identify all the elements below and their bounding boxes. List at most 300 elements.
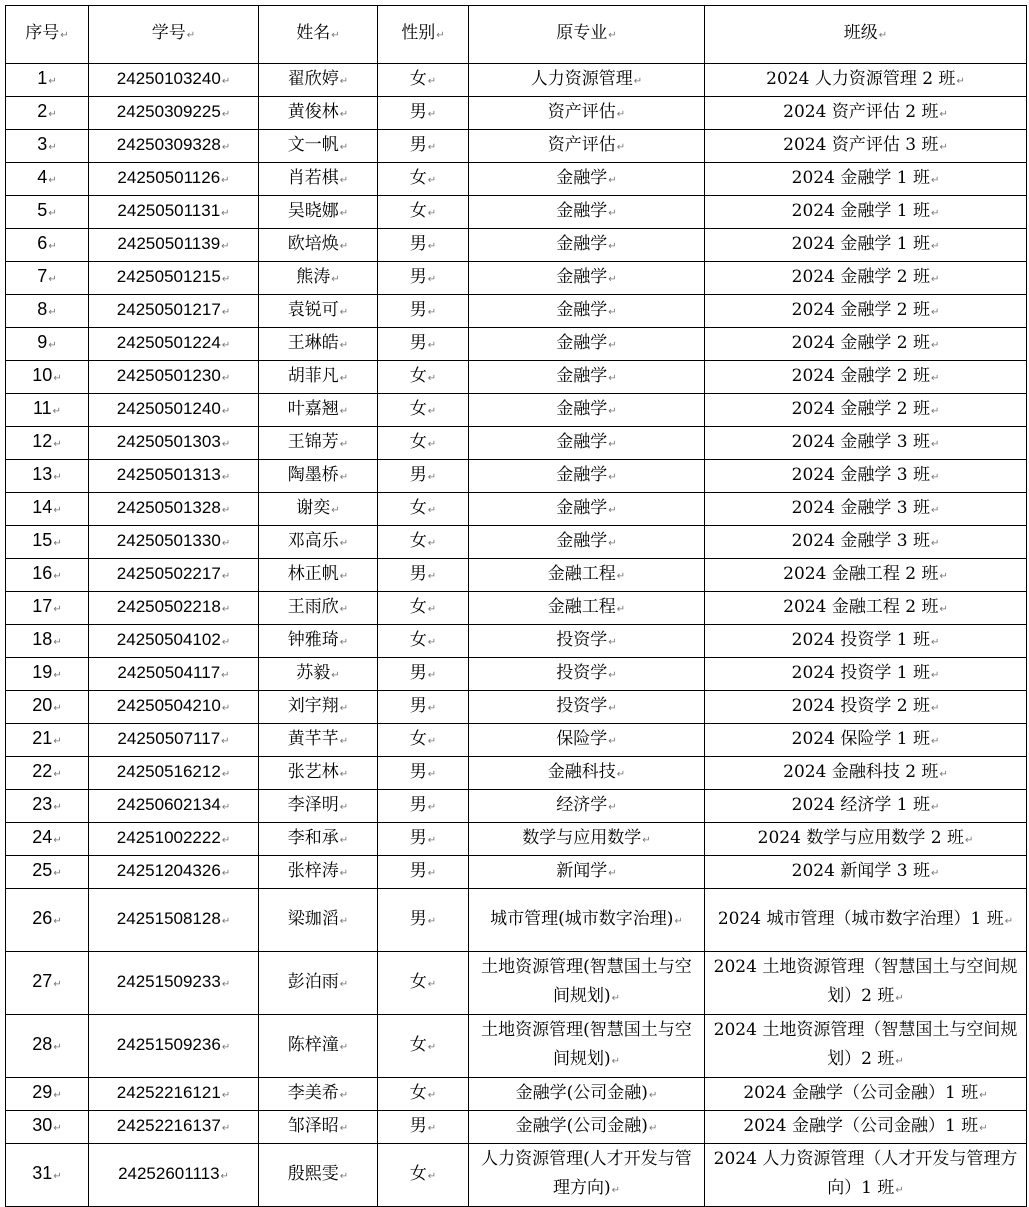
cell-index: [6, 394, 89, 427]
cell-gender-text: 男: [409, 662, 427, 683]
cell-student-id: [89, 757, 259, 790]
cell-index-text: 6: [37, 233, 48, 253]
cell-name: [259, 97, 378, 130]
cell-name: [259, 427, 378, 460]
cell-name-text: 欧培焕: [287, 233, 339, 254]
paragraph-mark-icon: ↵: [427, 405, 437, 417]
paragraph-mark-icon: ↵: [48, 175, 57, 186]
cell-gender-text: 女: [409, 398, 427, 419]
paragraph-mark-icon: ↵: [48, 274, 57, 285]
cell-gender: [378, 1078, 469, 1111]
paragraph-mark-icon: ↵: [608, 867, 617, 879]
cell-index-text: 9: [37, 332, 48, 352]
cell-student-id: [89, 592, 259, 625]
cell-gender-text: 男: [409, 794, 427, 815]
cell-gender: [378, 1111, 469, 1144]
cell-original-major: [469, 130, 705, 163]
paragraph-mark-icon: ↵: [930, 801, 940, 813]
cell-class: [705, 361, 1027, 394]
paragraph-mark-icon: ↵: [53, 373, 62, 384]
cell-name-text: 翟欣婷: [287, 68, 339, 89]
paragraph-mark-icon: ↵: [221, 472, 231, 483]
cell-gender-text: 男: [409, 1115, 427, 1136]
cell-name-text: 陶墨桥: [287, 464, 339, 485]
paragraph-mark-icon: ↵: [427, 570, 437, 582]
paragraph-mark-icon: ↵: [930, 504, 940, 516]
cell-gender: [378, 658, 469, 691]
paragraph-mark-icon: ↵: [427, 702, 437, 714]
cell-original-major-text: 投资学: [556, 662, 608, 683]
cell-class-text: 2024 金融学 3 班: [791, 431, 930, 452]
cell-student-id-text: 24251204326: [116, 861, 221, 880]
cell-original-major: [469, 460, 705, 493]
cell-class-text: 2024 人力资源管理 2 班: [766, 68, 956, 89]
cell-student-id: [89, 823, 259, 856]
cell-name-text: 文一帆: [287, 134, 339, 155]
paragraph-mark-icon: ↵: [930, 174, 940, 186]
cell-name: [259, 658, 378, 691]
cell-class: [705, 559, 1027, 592]
paragraph-mark-icon: ↵: [53, 571, 62, 582]
cell-class: [705, 823, 1027, 856]
paragraph-mark-icon: ↵: [53, 472, 62, 483]
cell-original-major: [469, 691, 705, 724]
cell-class-text: 2024 保险学 1 班: [791, 728, 930, 749]
paragraph-mark-icon: ↵: [930, 867, 940, 879]
cell-name-text: 肖若棋: [287, 167, 339, 188]
cell-index: [6, 493, 89, 526]
cell-class-text: 2024 土地资源管理（智慧国土与空间规划）2 班: [713, 957, 1018, 1006]
paragraph-mark-icon: ↵: [608, 504, 617, 516]
cell-class-text: 2024 金融学 3 班: [791, 497, 930, 518]
cell-gender: [378, 856, 469, 889]
paragraph-mark-icon: ↵: [427, 915, 437, 927]
cell-name: [259, 889, 378, 952]
paragraph-mark-icon: ↵: [616, 570, 626, 582]
cell-student-id-text: 24250501224: [116, 333, 221, 352]
cell-original-major: [469, 823, 705, 856]
cell-gender: [378, 130, 469, 163]
cell-student-id-text: 24250502217: [116, 564, 221, 583]
cell-student-id: [89, 1111, 259, 1144]
paragraph-mark-icon: ↵: [53, 703, 62, 714]
paragraph-mark-icon: ↵: [608, 735, 617, 747]
cell-gender-text: 女: [409, 497, 427, 518]
paragraph-mark-icon: ↵: [339, 405, 349, 417]
paragraph-mark-icon: ↵: [339, 1170, 349, 1182]
cell-original-major-text: 人力资源管理(人才开发与管理方向): [481, 1149, 692, 1198]
cell-class-text: 2024 金融学 1 班: [791, 200, 930, 221]
cell-student-id-text: 24250501215: [116, 267, 221, 286]
paragraph-mark-icon: ↵: [427, 768, 437, 780]
cell-gender: [378, 625, 469, 658]
cell-original-major: [469, 1078, 705, 1111]
cell-original-major-text: 金融学: [556, 200, 608, 221]
cell-original-major: [469, 1111, 705, 1144]
cell-gender: [378, 1015, 469, 1078]
cell-class: [705, 97, 1027, 130]
paragraph-mark-icon: ↵: [221, 736, 230, 747]
cell-class-text: 2024 投资学 1 班: [791, 662, 930, 683]
paragraph-mark-icon: ↵: [53, 538, 62, 549]
paragraph-mark-icon: ↵: [221, 769, 231, 780]
cell-student-id-text: 24250501240: [116, 399, 221, 418]
cell-original-major: [469, 658, 705, 691]
paragraph-mark-icon: ↵: [616, 108, 626, 120]
cell-gender-text: 男: [409, 827, 427, 848]
table-header-row: [6, 6, 1027, 64]
cell-class-text: 2024 金融学 2 班: [791, 332, 930, 353]
cell-name: [259, 295, 378, 328]
paragraph-mark-icon: ↵: [608, 372, 617, 384]
paragraph-mark-icon: ↵: [427, 669, 437, 681]
cell-gender-text: 男: [409, 134, 427, 155]
paragraph-mark-icon: ↵: [427, 174, 437, 186]
cell-gender-text: 女: [409, 365, 427, 386]
cell-class: [705, 196, 1027, 229]
cell-student-id: [89, 460, 259, 493]
paragraph-mark-icon: ↵: [956, 75, 965, 87]
cell-name: [259, 361, 378, 394]
paragraph-mark-icon: ↵: [53, 1042, 62, 1053]
paragraph-mark-icon: ↵: [53, 604, 62, 615]
cell-student-id-text: 24250502218: [116, 597, 221, 616]
cell-original-major-text: 金融学(公司金融): [515, 1082, 648, 1103]
paragraph-mark-icon: ↵: [53, 670, 62, 681]
document-page: [5, 5, 1026, 1207]
paragraph-mark-icon: ↵: [674, 915, 683, 927]
cell-original-major: [469, 262, 705, 295]
paragraph-mark-icon: ↵: [608, 207, 617, 219]
cell-class: [705, 691, 1027, 724]
cell-class: [705, 295, 1027, 328]
cell-gender-text: 女: [409, 68, 427, 89]
paragraph-mark-icon: ↵: [339, 801, 349, 813]
paragraph-mark-icon: ↵: [427, 438, 437, 450]
paragraph-mark-icon: ↵: [221, 538, 231, 549]
cell-index: [6, 889, 89, 952]
cell-gender: [378, 361, 469, 394]
cell-original-major: [469, 526, 705, 559]
cell-name: [259, 1144, 378, 1207]
paragraph-mark-icon: ↵: [930, 438, 940, 450]
cell-name: [259, 724, 378, 757]
paragraph-mark-icon: ↵: [608, 405, 617, 417]
cell-original-major-text: 人力资源管理: [530, 68, 633, 89]
paragraph-mark-icon: ↵: [221, 979, 231, 990]
cell-index: [6, 295, 89, 328]
cell-gender-text: 男: [409, 101, 427, 122]
paragraph-mark-icon: ↵: [221, 208, 230, 219]
cell-gender-text: 男: [409, 695, 427, 716]
cell-gender-text: 男: [409, 266, 427, 287]
cell-gender-text: 男: [409, 761, 427, 782]
table-row: [6, 1015, 1027, 1078]
cell-index-text: 25: [32, 860, 53, 880]
paragraph-mark-icon: ↵: [53, 835, 62, 846]
cell-student-id: [89, 97, 259, 130]
cell-gender-text: 女: [409, 200, 427, 221]
cell-gender-text: 男: [409, 563, 427, 584]
cell-student-id-text: 24250103240: [116, 69, 221, 88]
table-row: [6, 559, 1027, 592]
paragraph-mark-icon: ↵: [221, 241, 230, 252]
table-row: [6, 952, 1027, 1015]
cell-gender-text: 女: [409, 431, 427, 452]
cell-index: [6, 724, 89, 757]
table-row: [6, 1078, 1027, 1111]
paragraph-mark-icon: ↵: [339, 834, 349, 846]
table-row: [6, 625, 1027, 658]
header-original-major: 原专业↵: [469, 6, 705, 64]
cell-student-id-text: 24251509233: [116, 972, 221, 991]
cell-class-text: 2024 金融学 2 班: [791, 365, 930, 386]
cell-student-id: [89, 394, 259, 427]
cell-name: [259, 559, 378, 592]
cell-class-text: 2024 金融科技 2 班: [783, 761, 939, 782]
cell-class-text: 2024 金融学（公司金融）1 班: [743, 1115, 979, 1136]
student-list-table: [5, 5, 1027, 1207]
paragraph-mark-icon: ↵: [331, 273, 340, 285]
paragraph-mark-icon: ↵: [48, 241, 57, 252]
paragraph-mark-icon: ↵: [427, 504, 437, 516]
paragraph-mark-icon: ↵: [48, 340, 57, 351]
cell-original-major-text: 金融学: [556, 299, 608, 320]
cell-original-major-text: 投资学: [556, 695, 608, 716]
table-row: [6, 724, 1027, 757]
header-class: 班级↵: [705, 6, 1027, 64]
paragraph-mark-icon: ↵: [939, 570, 948, 582]
paragraph-mark-icon: ↵: [930, 669, 940, 681]
cell-original-major: [469, 952, 705, 1015]
paragraph-mark-icon: ↵: [339, 471, 349, 483]
table-row: [6, 592, 1027, 625]
cell-class: [705, 1144, 1027, 1207]
paragraph-mark-icon: ↵: [48, 307, 57, 318]
paragraph-mark-icon: ↵: [642, 834, 651, 846]
paragraph-mark-icon: ↵: [895, 1185, 904, 1196]
cell-class: [705, 130, 1027, 163]
cell-original-major-text: 金融学: [556, 497, 608, 518]
paragraph-mark-icon: ↵: [427, 603, 437, 615]
cell-student-id: [89, 1078, 259, 1111]
cell-gender: [378, 97, 469, 130]
cell-class-text: 2024 城市管理（城市数字治理）1 班: [717, 908, 1004, 929]
cell-index-text: 14: [32, 497, 53, 517]
cell-class: [705, 790, 1027, 823]
cell-gender: [378, 952, 469, 1015]
paragraph-mark-icon: ↵: [221, 340, 231, 351]
cell-gender: [378, 724, 469, 757]
cell-original-major-text: 金融学: [556, 398, 608, 419]
cell-gender: [378, 262, 469, 295]
cell-name-text: 李泽明: [287, 794, 339, 815]
paragraph-mark-icon: ↵: [339, 240, 349, 252]
paragraph-mark-icon: ↵: [221, 571, 231, 582]
cell-student-id: [89, 625, 259, 658]
table-row: [6, 262, 1027, 295]
paragraph-mark-icon: ↵: [339, 207, 349, 219]
cell-original-major-text: 金融学: [556, 167, 608, 188]
cell-gender: [378, 790, 469, 823]
paragraph-mark-icon: ↵: [220, 1171, 229, 1182]
cell-index-text: 19: [32, 662, 53, 682]
cell-original-major: [469, 757, 705, 790]
cell-name-text: 邓高乐: [287, 530, 339, 551]
table-row: [6, 1144, 1027, 1207]
table-row: [6, 64, 1027, 97]
paragraph-mark-icon: ↵: [427, 537, 437, 549]
cell-class: [705, 526, 1027, 559]
paragraph-mark-icon: ↵: [221, 1123, 231, 1134]
cell-name: [259, 790, 378, 823]
paragraph-mark-icon: ↵: [339, 141, 349, 153]
cell-student-id: [89, 526, 259, 559]
table-row: [6, 658, 1027, 691]
paragraph-mark-icon: ↵: [895, 993, 904, 1004]
cell-index: [6, 229, 89, 262]
paragraph-mark-icon: ↵: [895, 1056, 904, 1067]
cell-original-major: [469, 625, 705, 658]
cell-gender-text: 女: [409, 728, 427, 749]
paragraph-mark-icon: ↵: [221, 109, 231, 120]
cell-student-id: [89, 493, 259, 526]
paragraph-mark-icon: ↵: [930, 339, 940, 351]
paragraph-mark-icon: ↵: [648, 1089, 658, 1101]
cell-index-text: 4: [37, 167, 48, 187]
cell-class: [705, 163, 1027, 196]
cell-name-text: 胡菲凡: [287, 365, 339, 386]
paragraph-mark-icon: ↵: [608, 801, 617, 813]
cell-name-text: 苏毅: [296, 662, 331, 683]
table-row: [6, 856, 1027, 889]
cell-class-text: 2024 金融工程 2 班: [783, 563, 939, 584]
cell-original-major-text: 金融学: [556, 365, 608, 386]
cell-original-major-text: 金融学: [556, 530, 608, 551]
paragraph-mark-icon: ↵: [339, 372, 349, 384]
cell-original-major: [469, 295, 705, 328]
cell-original-major-text: 投资学: [556, 629, 608, 650]
cell-student-id: [89, 229, 259, 262]
paragraph-mark-icon: ↵: [1004, 915, 1014, 927]
cell-original-major: [469, 229, 705, 262]
cell-index-text: 2: [37, 101, 48, 121]
paragraph-mark-icon: ↵: [427, 1089, 437, 1101]
paragraph-mark-icon: ↵: [221, 868, 231, 879]
paragraph-mark-icon: ↵: [427, 75, 437, 87]
cell-class: [705, 856, 1027, 889]
cell-original-major: [469, 64, 705, 97]
cell-class: [705, 724, 1027, 757]
table-row: [6, 196, 1027, 229]
cell-gender: [378, 295, 469, 328]
cell-name: [259, 64, 378, 97]
cell-gender: [378, 1144, 469, 1207]
cell-index: [6, 262, 89, 295]
table-row: [6, 394, 1027, 427]
paragraph-mark-icon: ↵: [608, 438, 617, 450]
cell-student-id-text: 24250504210: [116, 696, 221, 715]
cell-index-text: 26: [32, 908, 53, 928]
paragraph-mark-icon: ↵: [939, 603, 948, 615]
paragraph-mark-icon: ↵: [427, 207, 437, 219]
cell-class-text: 2024 金融学 1 班: [791, 233, 930, 254]
paragraph-mark-icon: ↵: [611, 1056, 621, 1067]
cell-gender-text: 女: [409, 1034, 427, 1055]
paragraph-mark-icon: ↵: [616, 141, 626, 153]
cell-original-major: [469, 1144, 705, 1207]
table-row: [6, 361, 1027, 394]
paragraph-mark-icon: ↵: [221, 637, 231, 648]
paragraph-mark-icon: ↵: [930, 636, 940, 648]
paragraph-mark-icon: ↵: [48, 142, 57, 153]
paragraph-mark-icon: ↵: [611, 1185, 621, 1196]
cell-original-major: [469, 889, 705, 952]
cell-name-text: 谢奕: [296, 497, 331, 518]
paragraph-mark-icon: ↵: [53, 802, 62, 813]
cell-name: [259, 262, 378, 295]
cell-name: [259, 952, 378, 1015]
cell-index-text: 27: [32, 971, 53, 991]
cell-name-text: 熊涛: [296, 266, 331, 287]
paragraph-mark-icon: ↵: [930, 405, 940, 417]
cell-original-major-text: 金融学: [556, 233, 608, 254]
paragraph-mark-icon: ↵: [930, 306, 940, 318]
cell-student-id: [89, 361, 259, 394]
cell-gender: [378, 163, 469, 196]
cell-student-id-text: 24250602134: [116, 795, 221, 814]
cell-student-id: [89, 262, 259, 295]
cell-original-major: [469, 328, 705, 361]
paragraph-mark-icon: ↵: [427, 1170, 437, 1182]
cell-index-text: 18: [32, 629, 53, 649]
cell-name: [259, 592, 378, 625]
cell-index-text: 10: [32, 365, 53, 385]
cell-index: [6, 427, 89, 460]
paragraph-mark-icon: ↵: [53, 505, 62, 516]
paragraph-mark-icon: ↵: [339, 702, 349, 714]
paragraph-mark-icon: ↵: [427, 372, 437, 384]
cell-index: [6, 757, 89, 790]
paragraph-mark-icon: ↵: [339, 1122, 349, 1134]
paragraph-mark-icon: ↵: [339, 174, 349, 186]
paragraph-mark-icon: ↵: [339, 306, 349, 318]
paragraph-mark-icon: ↵: [339, 75, 349, 87]
cell-student-id-text: 24251508128: [116, 909, 221, 928]
cell-original-major-text: 金融学: [556, 266, 608, 287]
cell-name: [259, 493, 378, 526]
paragraph-mark-icon: ↵: [53, 769, 62, 780]
cell-index: [6, 592, 89, 625]
cell-gender-text: 男: [409, 464, 427, 485]
table-row: [6, 790, 1027, 823]
paragraph-mark-icon: ↵: [53, 736, 62, 747]
paragraph-mark-icon: ↵: [53, 868, 62, 879]
paragraph-mark-icon: ↵: [608, 669, 617, 681]
paragraph-mark-icon: ↵: [608, 306, 617, 318]
cell-original-major-text: 资产评估: [547, 134, 616, 155]
cell-original-major-text: 资产评估: [547, 101, 616, 122]
cell-name: [259, 856, 378, 889]
paragraph-mark-icon: ↵: [427, 108, 437, 120]
paragraph-mark-icon: ↵: [339, 537, 349, 549]
cell-original-major: [469, 790, 705, 823]
table-row: [6, 889, 1027, 952]
cell-class: [705, 229, 1027, 262]
cell-original-major-text: 经济学: [556, 794, 608, 815]
paragraph-mark-icon: ↵: [331, 669, 340, 681]
paragraph-mark-icon: ↵: [427, 1122, 437, 1134]
